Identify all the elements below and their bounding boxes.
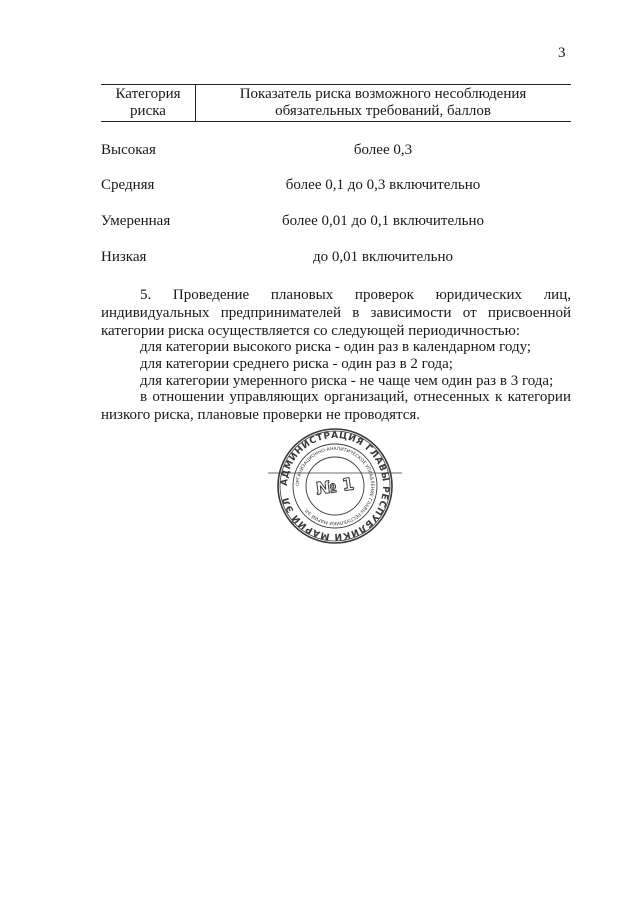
- table-header-category-line1: Категория: [115, 86, 181, 102]
- table-row-low-name: Низкая: [101, 249, 147, 265]
- table-row-medium-name: Средняя: [101, 177, 155, 193]
- table-row-medium-value: более 0,1 до 0,3 включительно: [285, 177, 481, 193]
- table-header-category: [103, 86, 193, 120]
- table-header-score: [197, 86, 569, 120]
- section5-low-risk-paragraph: в отношении управляющих организаций, отнесенных к категории низкого риска, плановые проверки не проводятся.: [101, 389, 571, 423]
- section5-intro-paragraph: 5. Проведение плановых проверок юридических лиц, индивидуальных предпринимателей в зависимости от присвоенной категории риска осуществляется со следующей периодичностью:: [101, 287, 571, 339]
- table-row-low-value: до 0,01 включительно: [312, 249, 453, 265]
- section5-high-risk-line: для категории высокого риска - один раз в календарном году;: [140, 339, 532, 355]
- section5-medium-risk-line: для категории среднего риска - один раз в 2 года;: [140, 356, 453, 372]
- table-header-score-line2: обязательных требований, баллов: [275, 103, 491, 119]
- table-row-moderate-value: более 0,01 до 0,1 включительно: [282, 213, 484, 229]
- section5-moderate-risk-line: для категории умеренного риска - не чаще чем один раз в 3 года;: [140, 373, 554, 389]
- table-header-score-line1: Показатель риска возможного несоблюдения: [239, 86, 527, 102]
- official-stamp: [268, 427, 402, 545]
- table-top-rule: [101, 84, 571, 85]
- stamp-center-number: № 1: [314, 474, 356, 500]
- stamp-outer-text: АДМИНИСТРАЦИЯ ГЛАВЫ РЕСПУБЛИКИ МАРИЙ ЭЛ: [279, 430, 391, 542]
- stamp-inner-text: ОРГАНИЗАЦИОННО-АНАЛИТИЧЕСКОЕ УПРАВЛЕНИЕ ГЛАВЫ РЕСПУБЛИКИ МАРИЙ ЭЛ: [295, 446, 375, 526]
- table-header-category-line2: риска: [130, 103, 166, 119]
- table-column-divider: [195, 84, 196, 121]
- page-number: 3: [558, 45, 566, 61]
- table-row-moderate-name: Умеренная: [101, 213, 171, 229]
- table-row-high-value: более 0,3: [353, 142, 413, 158]
- table-row-high-name: Высокая: [101, 142, 156, 158]
- table-header-rule: [101, 121, 571, 122]
